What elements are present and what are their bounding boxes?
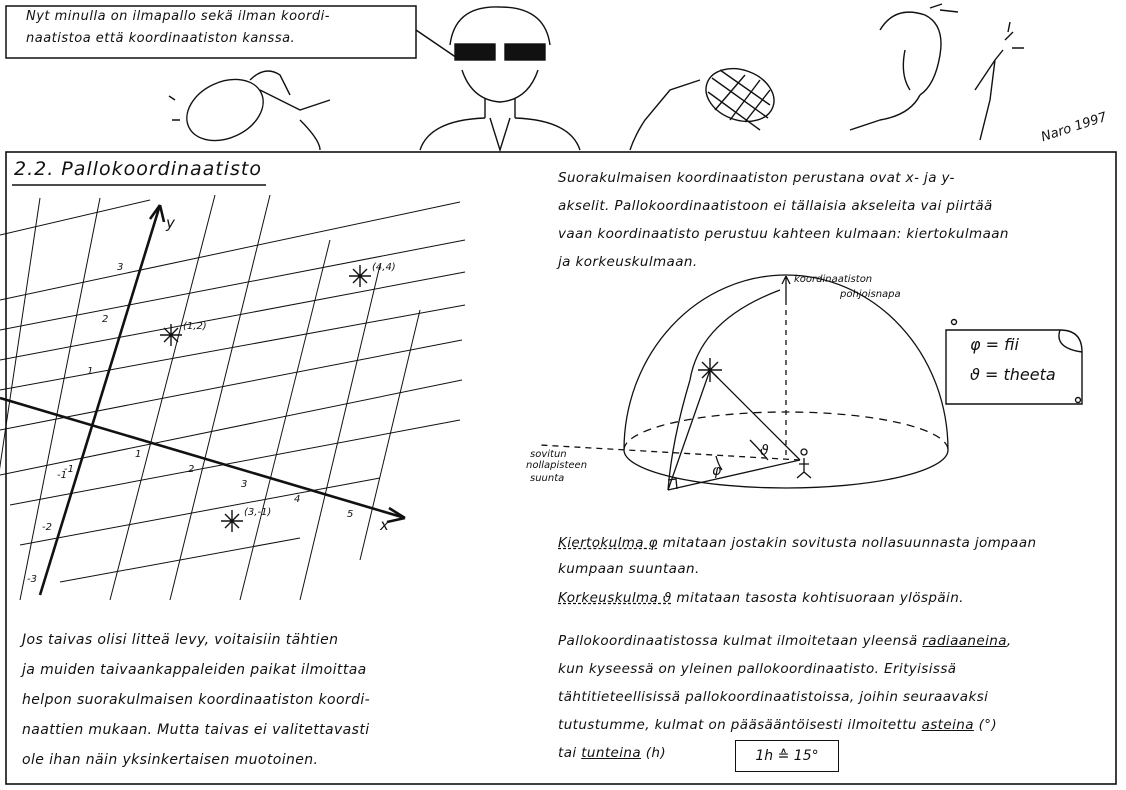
x-axis-label: x — [380, 516, 389, 534]
zero-label-1: sovitun — [530, 449, 567, 460]
altitude-definition — [558, 590, 964, 606]
rad-l1b: , — [1006, 633, 1012, 649]
note-theta: ϑ = theeta — [970, 365, 1056, 384]
zero-label-2: nollapisteen — [526, 460, 588, 471]
zero-label-3: suunta — [530, 473, 565, 484]
point-label: (3,-1) — [244, 507, 272, 518]
rad-l5b: (h) — [641, 745, 666, 761]
y-tick-label: -3 — [27, 574, 37, 585]
intro-line: ja korkeuskulmaan. — [558, 254, 698, 270]
star-point — [349, 262, 396, 287]
tunteina-term: tunteina — [581, 745, 642, 761]
man-with-sunglasses-illustration — [420, 7, 580, 150]
x-tick-label: 1 — [135, 449, 142, 460]
rad-l1a: Pallokoordinaatistossa kulmat ilmoitetaan yleensä — [558, 633, 923, 649]
y-axis-label: y — [166, 214, 175, 232]
x-neg-tick: -1 — [64, 464, 74, 475]
point-label: (1,2) — [183, 321, 207, 332]
theta-symbol: ϑ — [760, 443, 769, 459]
speech-bubble — [6, 6, 416, 58]
hour-degree-formula: 1h ≙ 15° — [735, 740, 839, 772]
y-tick-label: 3 — [117, 262, 124, 273]
azimuth-term: Kiertokulma φ — [558, 535, 658, 551]
altitude-text: mitataan tasosta kohtisuoraan ylöspäin. — [671, 590, 964, 606]
intro-paragraph — [558, 164, 1009, 276]
speech-line-2: naatistoa että koordinaatiston kanssa. — [26, 31, 296, 46]
artist-signature: Naro 1997 — [1039, 109, 1109, 146]
woman-with-pencil-illustration — [850, 4, 1024, 140]
paragraph-line: ole ihan näin yksinkertaisen muotoinen. — [22, 752, 319, 768]
rad-l5a: tai — [558, 745, 582, 761]
net-balloon-illustration — [630, 60, 781, 150]
azimuth-text: mitataan jostakin sovitusta nollasuunnasta jompaan — [657, 535, 1037, 551]
pole-label-2: pohjoisnapa — [840, 289, 901, 300]
pinned-note — [946, 330, 1076, 404]
star-point — [221, 507, 271, 532]
section-title: 2.2. Pallokoordinaatisto — [14, 158, 263, 180]
y-tick-labels — [27, 262, 123, 585]
flat-sky-paragraph — [22, 625, 370, 775]
y-tick-label: 1 — [87, 366, 94, 377]
rad-l4a: tutustumme, kulmat on pääsääntöisesti ilmoitettu — [558, 717, 922, 733]
celestial-dome — [540, 275, 948, 490]
phi-symbol: φ — [712, 463, 722, 479]
x-tick-label: 2 — [188, 464, 195, 475]
x-tick-label: 5 — [347, 509, 354, 520]
y-tick-label: -2 — [42, 522, 52, 533]
star-point — [160, 321, 207, 346]
rad-l2: kun kyseessä on yleinen pallokoordinaatisto. Erityisissä — [558, 661, 957, 677]
intro-line: vaan koordinaatisto perustuu kahteen kulmaan: kiertokulmaan — [558, 226, 1009, 242]
rad-l4b: (°) — [973, 717, 998, 733]
pole-label-1: koordinaatiston — [794, 274, 873, 285]
intro-line: akselit. Pallokoordinaatistoon ei tällaisia akseleita vai piirtää — [558, 198, 993, 214]
paragraph-line: ja muiden taivaankappaleiden paikat ilmoittaa — [22, 662, 367, 678]
paragraph-line: naattien mukaan. Mutta taivas ei valitettavasti — [22, 722, 370, 738]
point-label: (4,4) — [372, 262, 396, 273]
paragraph-line: helpon suorakulmaisen koordinaatiston koordi- — [22, 692, 371, 708]
y-tick-label: -1 — [57, 470, 67, 481]
altitude-term: Korkeuskulma ϑ — [558, 590, 672, 606]
paragraph-line: Jos taivas olisi litteä levy, voitaisiin tähtien — [22, 632, 339, 648]
x-tick-label: 3 — [241, 479, 248, 490]
azimuth-definition — [558, 530, 1036, 582]
x-tick-label: 4 — [294, 494, 301, 505]
cartesian-grid — [0, 195, 465, 600]
balloon-illustration — [169, 68, 330, 153]
rad-l3: tähtitieteellisissä pallokoordinaatistoissa, joihin seuraavaksi — [558, 689, 989, 705]
radiaaneina-term: radiaaneina — [922, 633, 1007, 649]
speech-line-1: Nyt minulla on ilmapallo sekä ilman koordi- — [26, 9, 330, 24]
asteina-term: asteina — [921, 717, 974, 733]
grid-points — [160, 262, 396, 532]
y-tick-label: 2 — [102, 314, 109, 325]
note-phi: φ = fii — [970, 335, 1019, 354]
azimuth-line2: kumpaan suuntaan. — [558, 561, 700, 577]
intro-line: Suorakulmaisen koordinaatiston perustana ovat x- ja y- — [558, 170, 955, 186]
